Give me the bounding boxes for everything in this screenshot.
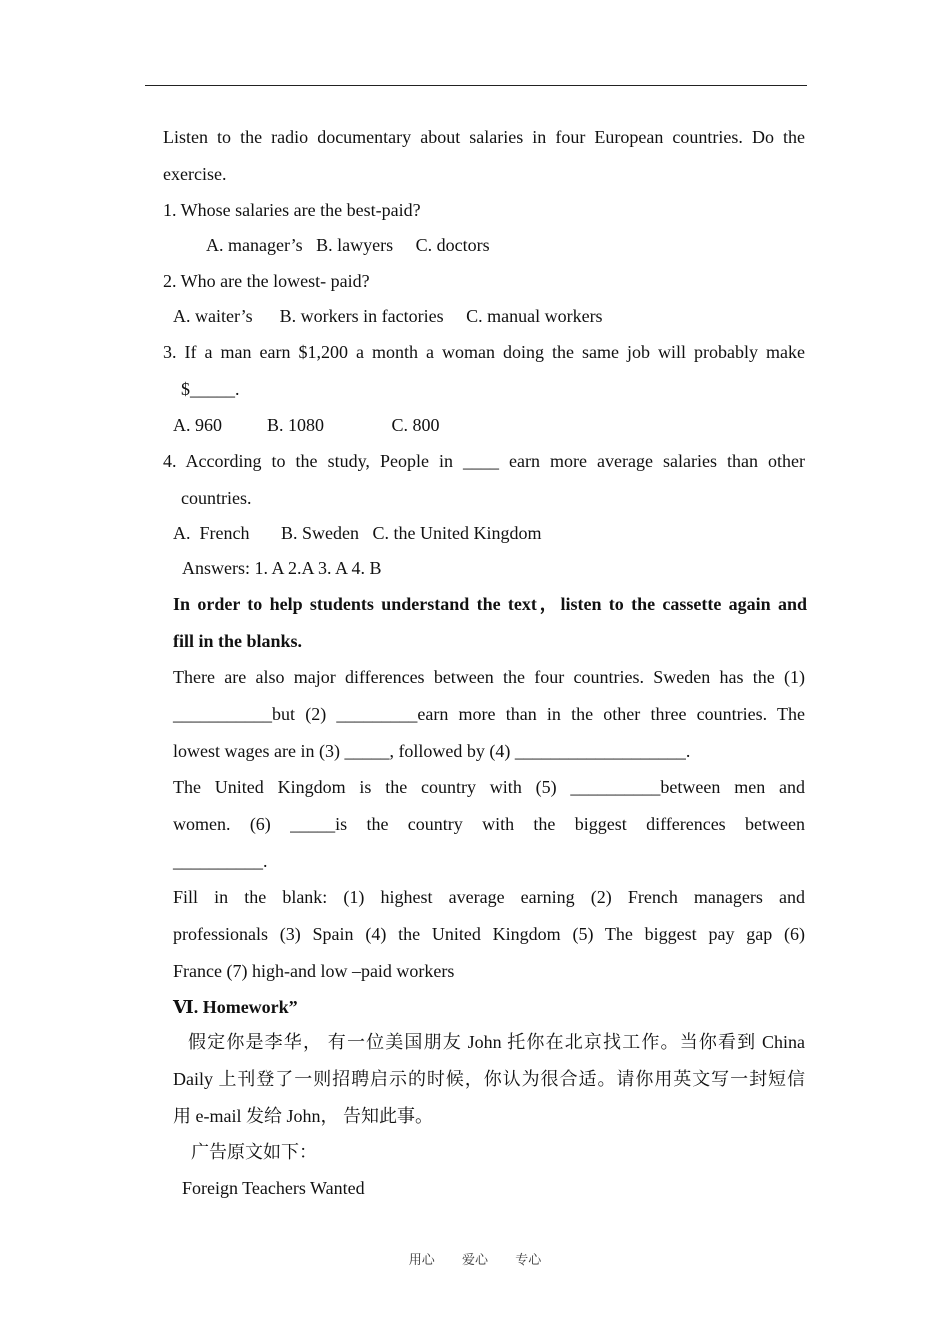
- instruction-line-1: In order to help students understand the text，listen to the cassette again and: [173, 594, 807, 614]
- passage-p1-line-3: lowest wages are in (3) _____, followed by (4) ___________________.: [173, 741, 691, 761]
- instruction-line-2: fill in the blanks.: [173, 631, 303, 651]
- homework-heading: Ⅵ. Homework”: [173, 997, 298, 1017]
- ad-title: Foreign Teachers Wanted: [182, 1178, 365, 1198]
- question-3: 3. If a man earn $1,200 a month a woman doing the same job will probably make: [163, 342, 805, 362]
- passage-p1-line-2: ___________but (2) _________earn more than in the other three countries. The: [173, 704, 805, 724]
- page-footer: [0, 1249, 950, 1268]
- ad-intro: 广告原文如下：: [191, 1142, 317, 1162]
- footer-text-1: 用心: [408, 1252, 435, 1267]
- question-2: 2. Who are the lowest- paid?: [163, 271, 370, 291]
- fill-answers-line-3: France (7) high-and low –paid workers: [173, 961, 455, 981]
- passage-p2-line-2: women. (6) _____is the country with the biggest differences between: [173, 814, 805, 834]
- intro-line-2: exercise.: [163, 164, 227, 184]
- passage-p1-line-1: There are also major differences between the four countries. Sweden has the (1): [173, 667, 805, 687]
- fill-answers-line-1: Fill in the blank: (1) highest average earning (2) French managers and: [173, 887, 805, 907]
- fill-answers-line-2: professionals (3) Spain (4) the United Kingdom (5) The biggest pay gap (6): [173, 924, 805, 944]
- intro-line-1: Listen to the radio documentary about salaries in four European countries. Do the: [163, 127, 805, 147]
- question-4: 4. According to the study, People in ____ earn more average salaries than other: [163, 451, 805, 471]
- header-rule: [145, 85, 807, 86]
- question-2-options: A. waiter’s B. workers in factories C. manual workers: [173, 306, 603, 326]
- homework-cn-line-3: 用 e-mail 发给 John， 告知此事。: [173, 1106, 433, 1126]
- question-4-options: A. French B. Sweden C. the United Kingdom: [173, 523, 542, 543]
- question-3-options: A. 960 B. 1080 C. 800: [173, 415, 440, 435]
- passage-p2-line-3: __________.: [173, 851, 268, 871]
- homework-cn-line-2: Daily 上刊登了一则招聘启示的时候，你认为很合适。请你用英文写一封短信: [173, 1069, 805, 1089]
- footer-text-3: 专心: [515, 1252, 542, 1267]
- question-3-continued: $_____.: [181, 379, 240, 399]
- homework-cn-line-1: 假定你是李华， 有一位美国朋友 John 托你在北京找工作。当你看到 China: [188, 1032, 805, 1052]
- question-1-options: A. manager’s B. lawyers C. doctors: [206, 235, 490, 255]
- footer-text-2: 爱心: [461, 1252, 488, 1267]
- answers: Answers: 1. A 2.A 3. A 4. B: [182, 558, 382, 578]
- passage-p2-line-1: The United Kingdom is the country with (5) __________between men and: [173, 777, 805, 797]
- question-4-continued: countries.: [181, 488, 252, 508]
- question-1: 1. Whose salaries are the best-paid?: [163, 200, 421, 220]
